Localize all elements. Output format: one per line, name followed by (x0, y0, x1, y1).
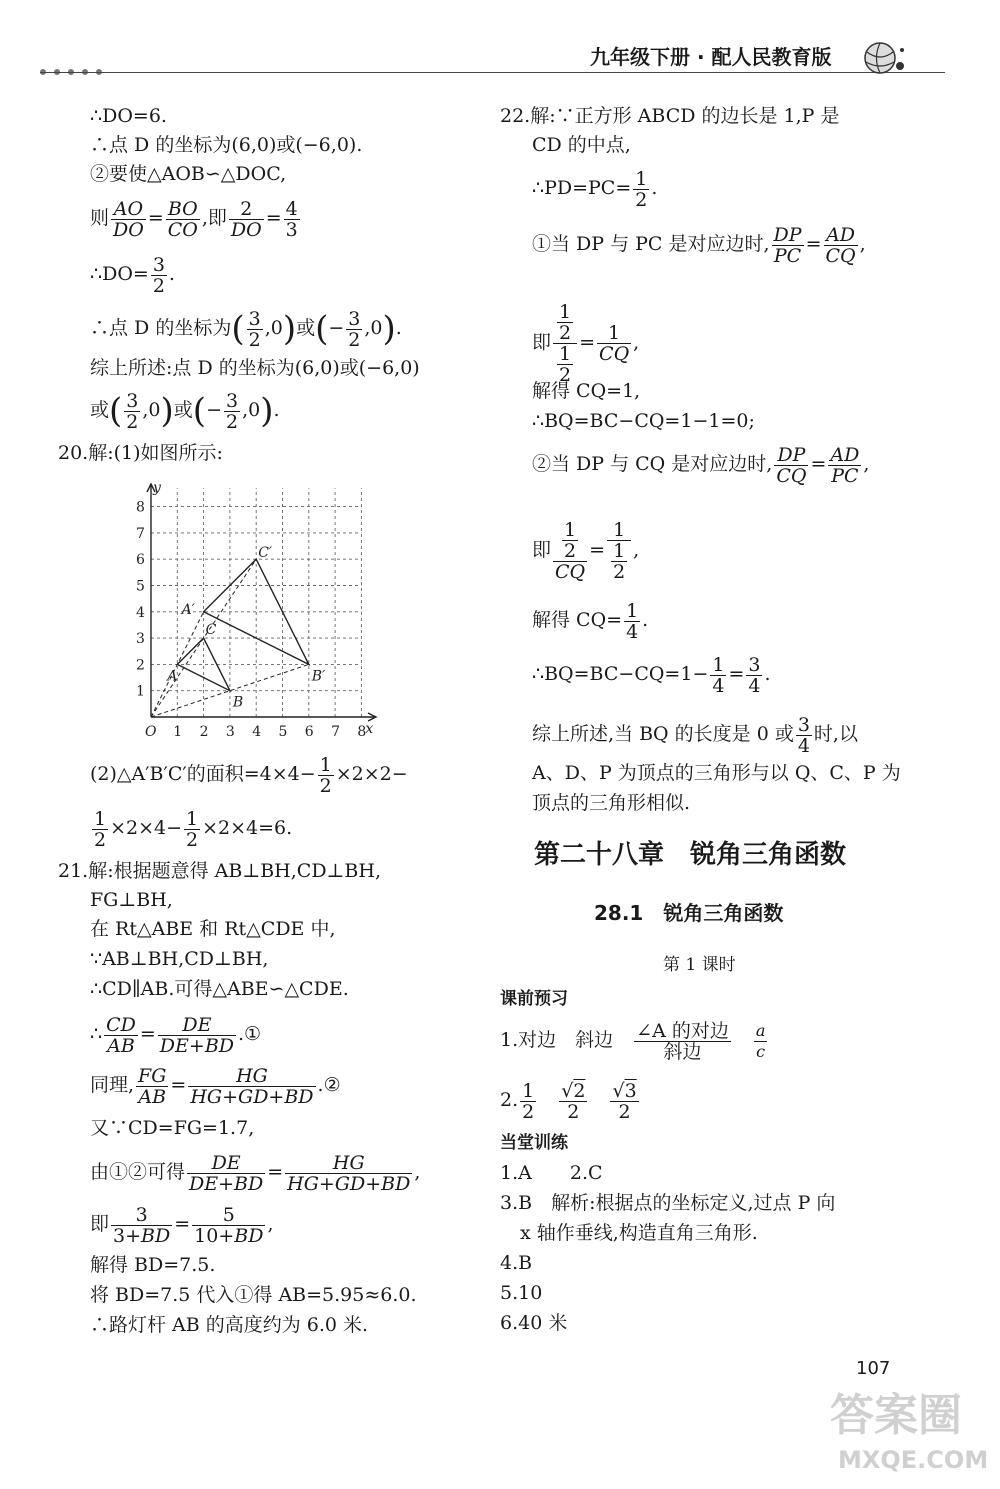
svg-text:x: x (365, 721, 374, 737)
q20-area-line1: (2)△A′B′C′的面积=4×4− $\frac{1}{2}$ ×2×2− (90, 753, 408, 797)
svg-text:2: 2 (136, 657, 145, 674)
watermark-bottom: MXQE.COM (838, 1446, 989, 1474)
svg-text:1: 1 (136, 683, 145, 700)
svg-text:A′: A′ (181, 601, 195, 618)
svg-text:7: 7 (331, 724, 341, 740)
left-line-8: 或( $\frac{3}{2}$ ,0)或(− $\frac{3}{2}$ ,0). (90, 389, 280, 433)
svg-text:1: 1 (173, 724, 183, 740)
svg-text:C′: C′ (258, 545, 273, 562)
svg-text:4: 4 (136, 604, 145, 621)
q21-line-l: 将 BD=7.5 代入①得 AB=5.95≈6.0. (90, 1284, 417, 1306)
section-title: 28.1 锐角三角函数 (594, 901, 784, 925)
svg-text:2: 2 (199, 724, 209, 740)
svg-text:8: 8 (136, 499, 145, 516)
q22-line-j: 解得 CQ= $\frac{1}{4}$ . (532, 599, 649, 643)
q20-area-line2: $\frac{1}{2}$ ×2×4− $\frac{1}{2}$ ×2×4=6. (94, 807, 293, 851)
svg-text:O: O (145, 724, 157, 740)
class-practice-heading: 当堂训练 (500, 1133, 568, 1153)
header-title: 九年级下册 · 配人民教育版 (590, 45, 832, 69)
svg-text:7: 7 (136, 525, 145, 542)
q22-line-l: 综上所述,当 BQ 的长度是 0 或 $\frac{3}{4}$ 时,以 (532, 713, 858, 757)
page-number: 107 (856, 1358, 891, 1379)
q22-line-i: 即 $\frac{\frac{1}{2}}{CQ}$ = $\frac{1}{\frac{1}{2}}$ , (532, 519, 640, 583)
q21-line-h: 又∵CD=FG=1.7, (90, 1117, 255, 1139)
pre-item-2: 2. $\frac{1}{2}$ $\frac{√2}{2}$ $\frac{√3}{2}$ (500, 1079, 637, 1123)
q22-line-m: A、D、P 为顶点的三角形与以 Q、C、P 为 (532, 762, 901, 784)
q22-line-k: ∴BQ=BC−CQ=1− $\frac{1}{4}$ = $\frac{3}{4}$ . (532, 653, 771, 697)
q21-line-m: ∴路灯杆 AB 的高度约为 6.0 米. (90, 1314, 369, 1336)
ball-logo-icon (858, 40, 908, 76)
q22-line-c: ∴PD=PC= $\frac{1}{2}$ . (532, 167, 658, 211)
q21-line-j: 即 $\frac{3}{3+BD}$ = $\frac{5}{10+BD}$ , (90, 1203, 274, 1247)
svg-text:6: 6 (304, 724, 314, 740)
practice-item-3b: x 轴作垂线,构造直角三角形. (520, 1222, 758, 1244)
q21-line-f: ∴ $\frac{CD}{AB}$ = $\frac{DE}{DE+BD}$ .① (90, 1013, 262, 1057)
svg-text:A: A (167, 668, 178, 685)
q21-line-d: ∵AB⊥BH,CD⊥BH, (90, 948, 269, 970)
svg-text:6: 6 (136, 552, 145, 569)
q22-line-f: 解得 CQ=1, (532, 380, 641, 402)
q22-line-n: 顶点的三角形相似. (532, 792, 691, 814)
svg-text:8: 8 (357, 724, 367, 740)
pre-item-1: 1.对边 斜边 $\frac{\text{∠A 的对边}}{\text{斜边}}$ $\frac{a}{c}$ (500, 1019, 766, 1063)
header-rule (40, 72, 945, 73)
svg-text:C: C (205, 622, 217, 639)
q22-line-e: 即 $\frac{\frac{1}{2}}{\frac{1}{2}}$ = $\frac{1}{CQ}$ , (532, 301, 640, 386)
practice-item-4: 4.B (500, 1252, 533, 1274)
left-line-5: ∴DO= $\frac{3}{2}$ . (90, 253, 175, 297)
q21-line-b: FG⊥BH, (90, 889, 173, 911)
svg-text:5: 5 (278, 724, 288, 740)
pre-study-heading: 课前预习 (500, 989, 568, 1009)
chapter-title: 第二十八章 锐角三角函数 (534, 840, 847, 870)
svg-text:B: B (232, 694, 244, 711)
svg-text:3: 3 (136, 631, 145, 648)
q22-line-b: CD 的中点, (532, 134, 631, 156)
svg-text:3: 3 (225, 724, 235, 740)
q22-line-a: 22.解:∵正方形 ABCD 的边长是 1,P 是 (500, 105, 840, 127)
svg-text:5: 5 (136, 578, 145, 595)
watermark-top: 答案圈 (830, 1390, 962, 1441)
q22-line-g: ∴BQ=BC−CQ=1−1=0; (532, 410, 755, 432)
q22-line-d: ①当 DP 与 PC 是对应边时, $\frac{DP}{PC}$ = $\frac{AD}{CQ}$ , (532, 223, 866, 267)
q22-line-h: ②当 DP 与 CQ 是对应边时, $\frac{DP}{CQ}$ = $\frac{AD}{PC}$ , (532, 443, 870, 487)
q21-line-g: 同理, $\frac{FG}{AB}$ = $\frac{HG}{HG+GD+BD}$ .② (90, 1064, 341, 1108)
left-line-1: ∴DO=6. (90, 105, 167, 127)
left-line-6: ∴点 D 的坐标为( $\frac{3}{2}$ ,0)或(− $\frac{3}{2}$ ,0). (90, 307, 402, 351)
lesson-title: 第 1 课时 (663, 955, 736, 975)
practice-item-3a: 3.B 解析:根据点的坐标定义,过点 P 向 (500, 1192, 836, 1214)
svg-text:4: 4 (252, 724, 262, 740)
practice-item-6: 6.40 米 (500, 1312, 568, 1334)
q21-line-e: ∴CD∥AB.可得△ABE∽△CDE. (90, 978, 349, 1000)
q20-line: 20.解:(1)如图所示: (58, 442, 223, 464)
practice-item-5: 5.10 (500, 1282, 543, 1304)
q21-line-c: 在 Rt△ABE 和 Rt△CDE 中, (90, 918, 336, 940)
svg-text:y: y (153, 480, 161, 496)
q21-line-k: 解得 BD=7.5. (90, 1254, 216, 1276)
left-line-2: ∴点 D 的坐标为(6,0)或(−6,0). (90, 134, 363, 156)
practice-item-1: 1.A 2.C (500, 1162, 603, 1184)
q21-line-i: 由①②可得 $\frac{DE}{DE+BD}$ = $\frac{HG}{HG+GD+BD}$ , (90, 1151, 421, 1195)
svg-text:B′: B′ (311, 668, 326, 685)
left-line-7: 综上所述:点 D 的坐标为(6,0)或(−6,0) (90, 357, 420, 379)
left-line-4: 则 $\frac{AO}{DO}$ = $\frac{BO}{CO}$ ,即 $\frac{2}{DO}$ = $\frac{4}{3}$ (90, 197, 298, 241)
coordinate-graph (126, 478, 386, 750)
left-line-3: ②要使△AOB∽△DOC, (90, 163, 287, 185)
q21-line-a: 21.解:根据题意得 AB⊥BH,CD⊥BH, (58, 860, 381, 882)
